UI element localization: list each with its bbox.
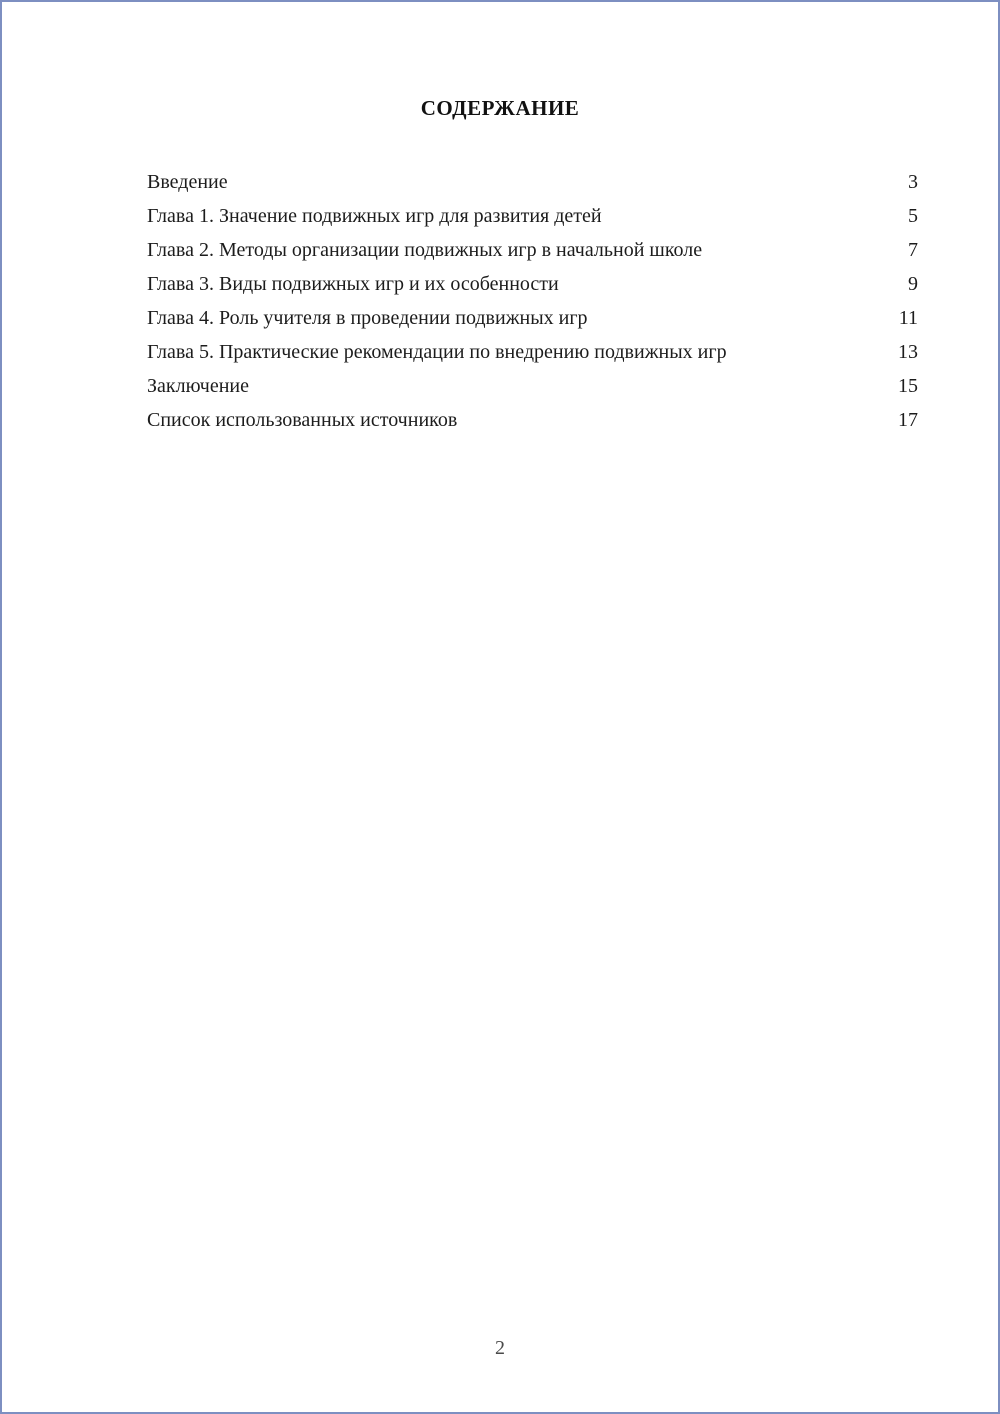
- toc-entry-page-number: 9: [908, 273, 918, 295]
- toc-entry-introduction: [147, 165, 918, 199]
- toc-entry-chapter-2: [147, 233, 918, 267]
- toc-entry-page-number: 13: [898, 341, 918, 363]
- toc-entry-label: Глава 1. Значение подвижных игр для развития детей: [147, 205, 602, 227]
- toc-entry-page-number: 17: [898, 409, 918, 431]
- toc-entry-label: Глава 2. Методы организации подвижных игр в начальной школе: [147, 239, 703, 261]
- toc-entry-page-number: 7: [908, 239, 918, 261]
- toc-entry-label: Введение: [147, 171, 228, 193]
- toc-entry-label: Список использованных источников: [147, 409, 458, 431]
- page-title: СОДЕРЖАНИЕ: [420, 96, 580, 120]
- toc-entry-page-number: 11: [898, 307, 918, 329]
- toc-entry-chapter-4: [147, 301, 918, 335]
- toc-entry-conclusion: [147, 369, 918, 403]
- toc-entry-label: Глава 5. Практические рекомендации по внедрению подвижных игр: [147, 341, 727, 363]
- toc-entry-label: Глава 4. Роль учителя в проведении подвижных игр: [147, 307, 588, 329]
- toc-entry-page-number: 15: [898, 375, 918, 397]
- toc-entry-page-number: 5: [908, 205, 918, 227]
- toc-entry-chapter-3: [147, 267, 918, 301]
- toc-entry-label: Заключение: [147, 375, 249, 397]
- toc-entry-chapter-1: [147, 199, 918, 233]
- footer-page-number: 2: [495, 1337, 505, 1359]
- table-of-contents: [147, 165, 918, 437]
- toc-entry-label: Глава 3. Виды подвижных игр и их особенности: [147, 273, 559, 295]
- toc-entry-references: [147, 403, 918, 437]
- toc-entry-chapter-5: [147, 335, 918, 369]
- toc-entry-page-number: 3: [908, 171, 918, 193]
